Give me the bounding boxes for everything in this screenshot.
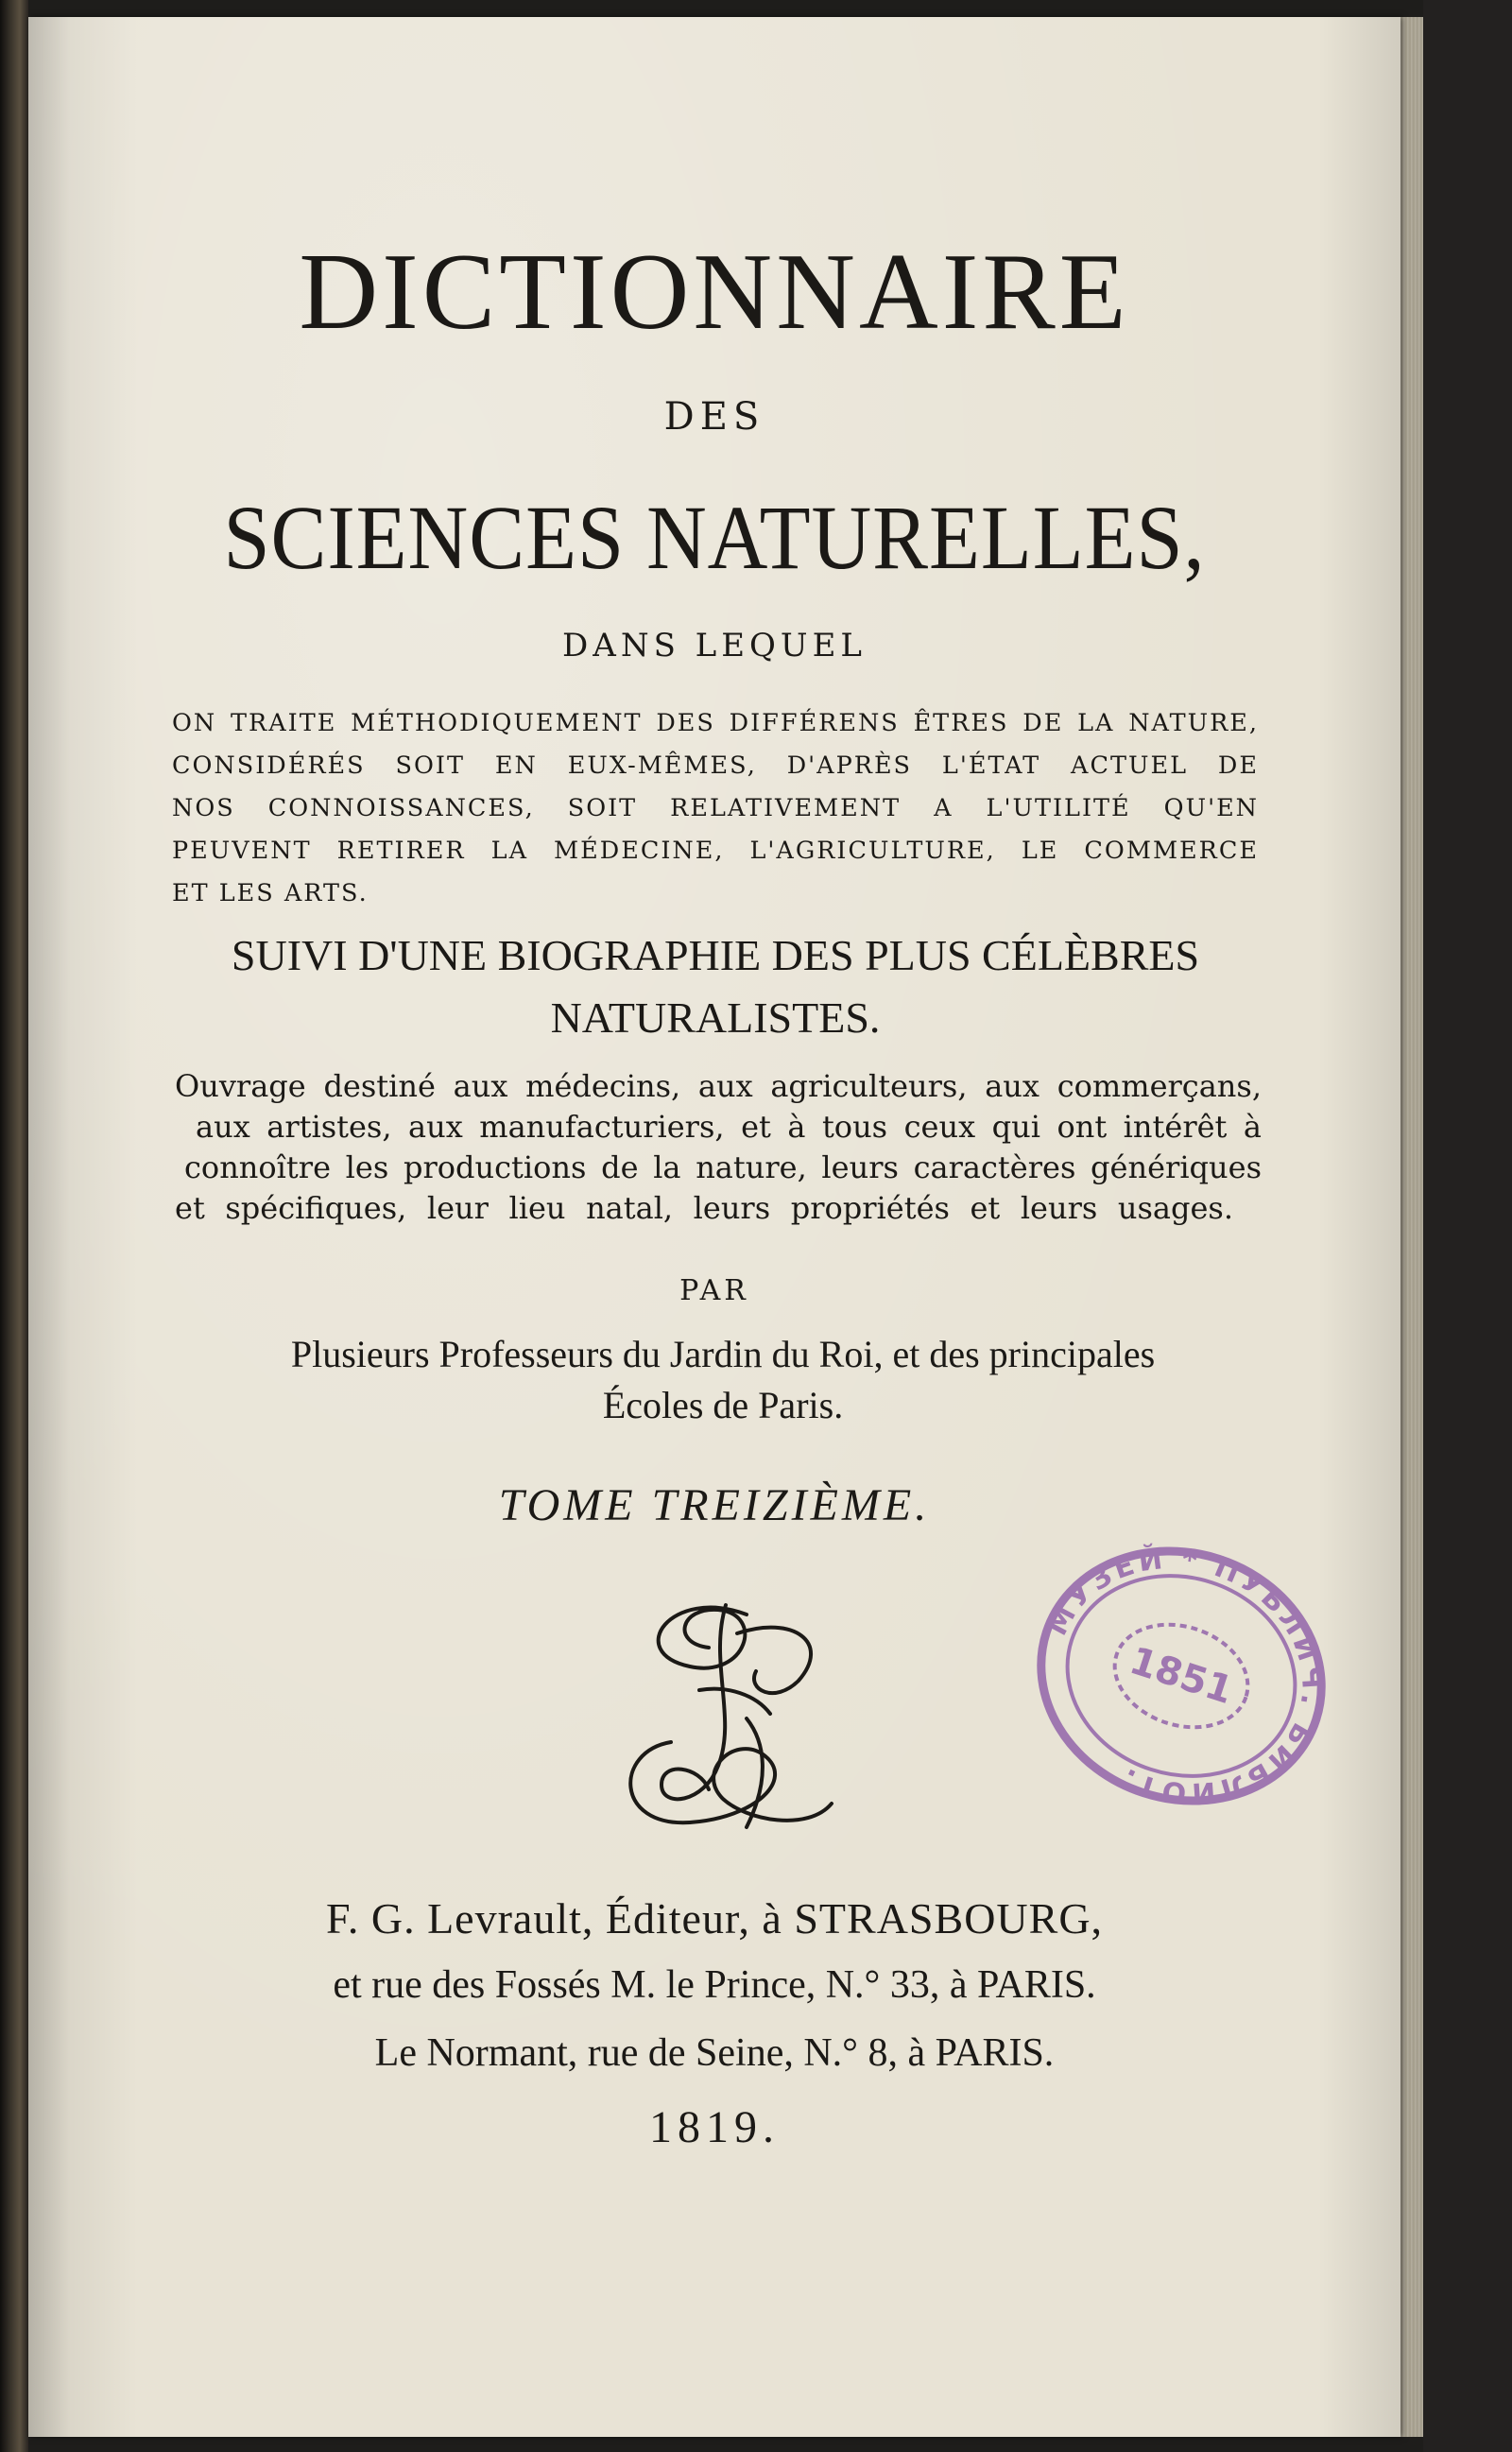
ouvrage-line: et spécifiques, leur lieu natal, leurs propriétés et leurs usages.	[175, 1190, 1233, 1226]
publication-year: 1819.	[649, 2102, 780, 2152]
ouvrage-block	[175, 1066, 1262, 1229]
page-edges	[1400, 17, 1423, 2437]
description-block	[172, 702, 1259, 915]
suivi-line: NATURALISTES.	[550, 993, 881, 1042]
par-label: PAR	[679, 1274, 749, 1307]
professeurs-block	[180, 1329, 1266, 1431]
library-stamp-icon	[1006, 1520, 1356, 1832]
title-page	[28, 17, 1400, 2437]
background-right	[1423, 0, 1512, 2452]
publisher-line-normant: Le Normant, rue de Seine, N.° 8, à PARIS.	[374, 2031, 1055, 2075]
book-spine	[0, 0, 28, 2452]
title-connector: DES	[663, 395, 765, 439]
publisher-line-fosses: et rue des Fossés M. le Prince, N.° 33, à PARIS.	[333, 1963, 1096, 2007]
description-line: ET LES ARTS.	[172, 879, 369, 907]
description-line: NOS CONNOISSANCES, SOIT RELATIVEMENT A L'UTILITÉ QU'EN	[172, 794, 1259, 822]
book-title: DICTIONNAIRE	[299, 232, 1130, 353]
stamp-number: 1851	[1124, 1638, 1239, 1714]
description-line: CONSIDÉRÉS SOIT EN EUX-MÊMES, D'APRÈS L'ÉTAT ACTUEL DE	[172, 751, 1259, 780]
professeurs-line: Plusieurs Professeurs du Jardin du Roi, et des principales	[290, 1333, 1156, 1375]
publisher-line-strasbourg: F. G. Levrault, Éditeur, à STRASBOURG,	[325, 1894, 1104, 1943]
stamp-ring-text: МУЗЕЙ * ПУБЛИЧ. БИБЛИОТ.	[1040, 1542, 1329, 1810]
ouvrage-line: connoître les productions de la nature, leurs caractères génériques	[184, 1149, 1262, 1185]
suivi-line: SUIVI D'UNE BIOGRAPHIE DES PLUS CÉLÈBRES	[231, 931, 1200, 979]
description-line: PEUVENT RETIRER LA MÉDECINE, L'AGRICULTURE, LE COMMERCE	[172, 837, 1259, 865]
suivi-block	[172, 924, 1259, 1049]
publisher-monogram-icon	[605, 1577, 850, 1860]
volume-label: TOME TREIZIÈME.	[498, 1480, 931, 1530]
book-subject: SCIENCES NATURELLES,	[223, 487, 1206, 588]
professeurs-line: Écoles de Paris.	[602, 1384, 844, 1426]
description-line: ON TRAITE MÉTHODIQUEMENT DES DIFFÉRENS ÊTRES DE LA NATURE,	[172, 709, 1259, 737]
ouvrage-line: Ouvrage destiné aux médecins, aux agriculteurs, aux commerçans,	[175, 1068, 1262, 1104]
dans-lequel: DANS LEQUEL	[562, 627, 867, 665]
ouvrage-line: aux artistes, aux manufacturiers, et à tous ceux qui ont intérêt à	[196, 1109, 1262, 1145]
